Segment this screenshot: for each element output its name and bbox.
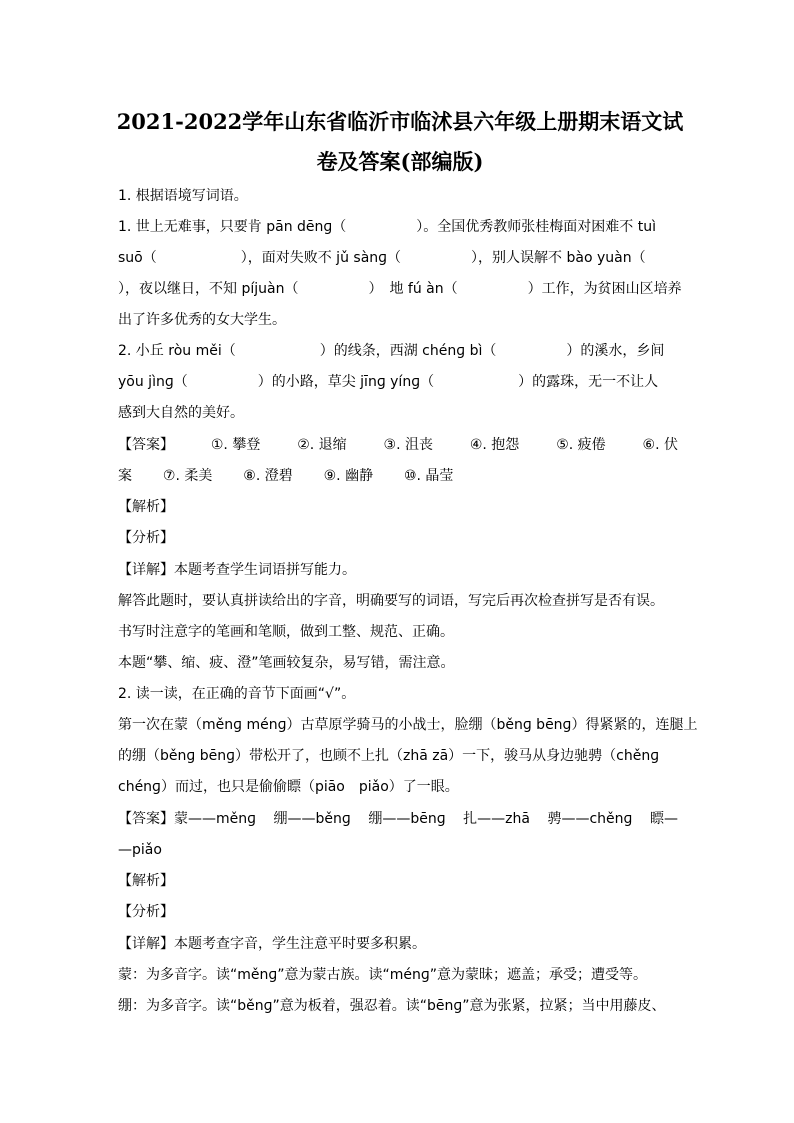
answer-item: ⑩. 晶莹 <box>403 468 454 484</box>
q2-text-line-2: 的绷（běnɡ bēnɡ）带松开了，也顾不上扎（zhā zā）一下，骏马从身边驰骋（chěnɡ <box>118 748 660 764</box>
q1-text-line-1: 1. 世上无难事，只要肯 pān dēnɡ（ ）。全国优秀教师张桂梅面对困难不 tuì <box>118 219 657 235</box>
q2-answer-line-2: —piǎo <box>118 842 162 858</box>
q1-text-line-6: yōu jìnɡ（ ）的小路，草尖 jīnɡ yínɡ（ ）的露珠，无一不让人 <box>118 374 659 390</box>
answer-item: ③. 沮丧 <box>383 437 433 453</box>
answer-item: ④. 抱怨 <box>469 437 520 453</box>
q1-analysis-label: 【解析】 <box>118 499 174 515</box>
answer-item: ⑨. 幽静 <box>323 468 374 484</box>
q2-heading: 2. 读一读，在正确的音节下面画“√”。 <box>118 686 356 702</box>
answer-item: 【答案】蒙——měnɡ <box>118 811 257 827</box>
answer-item: 骋——chěnɡ <box>547 811 633 827</box>
q2-fenxi-label: 【分析】 <box>118 904 174 920</box>
q1-text-line-5: 2. 小丘 ròu měi（ ）的线条，西湖 chénɡ bì（ ）的溪水，乡间 <box>118 343 665 359</box>
q1-text-line-7: 感到大自然的美好。 <box>118 405 244 421</box>
q2-answer-line-1 <box>118 809 678 829</box>
q1-text-line-2: suō（ ），面对失败不 jǔ sànɡ（ ），别人误解不 bào yuàn（ <box>118 250 646 266</box>
q1-fenxi-label: 【分析】 <box>118 530 174 546</box>
answer-item: 扎——zhā <box>463 811 530 827</box>
q2-analysis-label: 【解析】 <box>118 873 174 889</box>
q2-detail: 【详解】本题考查字音，学生注意平时要多积累。 <box>118 936 426 952</box>
q1-detail: 【详解】本题考查学生词语拼写能力。 <box>118 562 356 578</box>
q2-text-line-3: chénɡ）而过，也只是偷偷瞟（piāo piǎo）了一眼。 <box>118 779 459 795</box>
answer-item: 绷——bēnɡ <box>368 811 446 827</box>
q1-answer-line-1 <box>118 435 678 455</box>
answer-item: 瞟— <box>649 811 678 827</box>
q2-text-line-1: 第一次在蒙（měnɡ ménɡ）古草原学骑马的小战士，脸绷（běnɡ bēnɡ）得紧紧的，连腿上 <box>118 717 698 733</box>
q2-note-1: 蒙：为多音字。读“měnɡ”意为蒙古族。读“ménɡ”意为蒙昧；遮盖；承受；遭受等。 <box>118 967 648 983</box>
q1-answer-line-2 <box>118 466 678 486</box>
q1-heading: 1. 根据语境写词语。 <box>118 188 248 204</box>
q1-note-3: 本题“攀、缩、疲、澄”笔画较复杂，易写错，需注意。 <box>118 655 455 671</box>
answer-label: 【答案】 <box>118 437 174 453</box>
answer-item: 案 <box>118 468 132 484</box>
q1-note-1: 解答此题时，要认真拼读给出的字音，明确要写的词语，写完后再次检查拼写是否有误。 <box>118 593 664 609</box>
answer-item: ⑧. 澄碧 <box>243 468 293 484</box>
q1-text-line-4: 出了许多优秀的女大学生。 <box>118 312 286 328</box>
document-title-line-2: 卷及答案(部编版) <box>316 149 484 174</box>
q1-text-line-3: ），夜以继日，不知 píjuàn（ ） 地 fú àn（ ）工作，为贫困山区培养 <box>118 281 682 297</box>
answer-item: ⑥. 伏 <box>642 437 678 453</box>
answer-item: ②. 退缩 <box>297 437 347 453</box>
answer-item: ⑦. 柔美 <box>162 468 213 484</box>
answer-item: 绷——běnɡ <box>273 811 351 827</box>
document-title-line-1: 2021-2022学年山东省临沂市临沭县六年级上册期末语文试 <box>116 109 684 134</box>
q2-note-2: 绷：为多音字。读“běnɡ”意为板着，强忍着。读“bēnɡ”意为张紧，拉紧；当中用藤皮、 <box>118 998 666 1014</box>
q1-note-2: 书写时注意字的笔画和笔顺，做到工整、规范、正确。 <box>118 624 454 640</box>
answer-item: ⑤. 疲倦 <box>556 437 606 453</box>
answer-item: ①. 攀登 <box>210 437 261 453</box>
